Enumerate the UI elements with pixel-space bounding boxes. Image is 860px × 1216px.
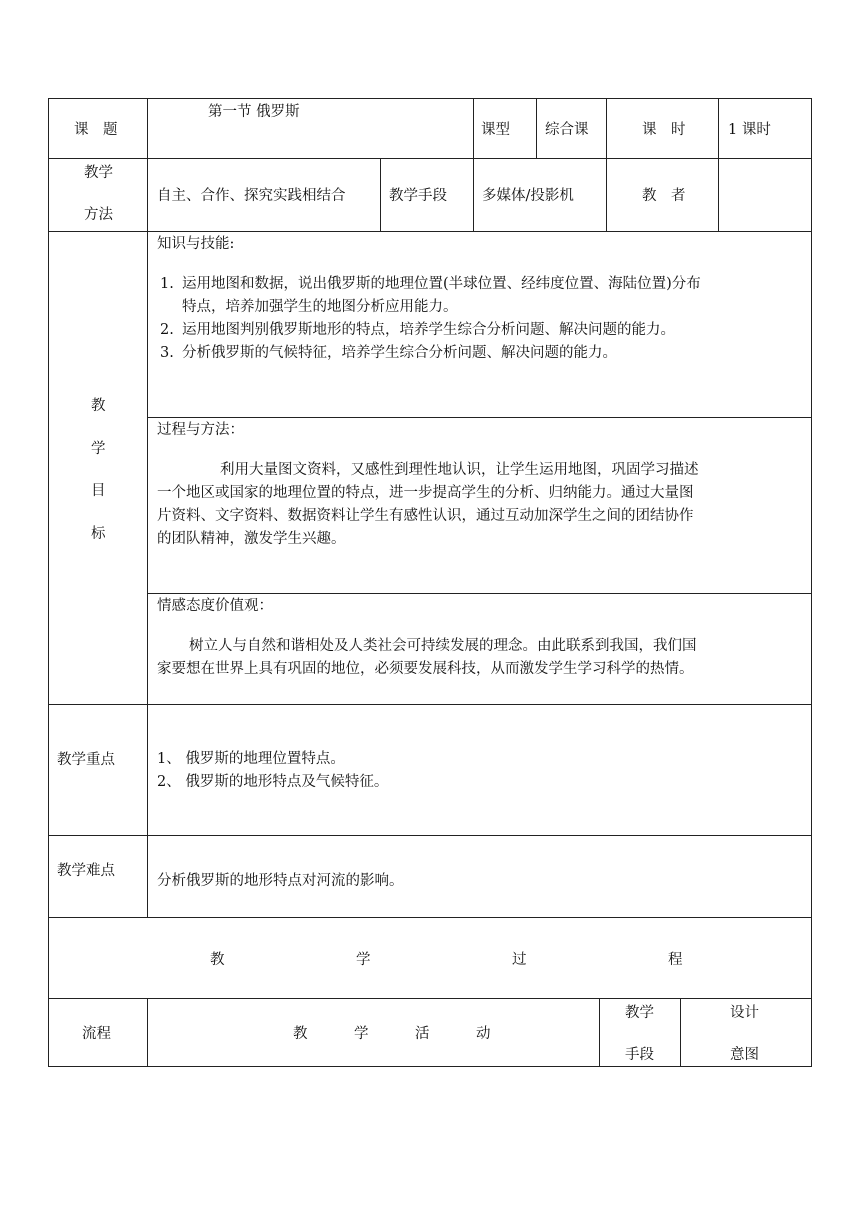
- activity-char: 教: [293, 1026, 308, 1042]
- table-border-bottom: [48, 1066, 812, 1067]
- col-divider: [473, 158, 474, 231]
- activity-char: 学: [354, 1026, 369, 1042]
- table-border-left: [48, 98, 49, 1067]
- process-title-char: 过: [512, 952, 527, 968]
- row-divider: [48, 231, 812, 232]
- means-header-line2: 手段: [625, 1047, 654, 1063]
- process-text-line: 片资料、文字资料、数据资料让学生有感性认识，通过互动加深学生之间的团结协作: [157, 508, 694, 524]
- col-divider: [473, 98, 474, 158]
- col-divider: [606, 98, 607, 158]
- flow-label: 流程: [82, 1026, 111, 1042]
- activity-char: 活: [415, 1026, 430, 1042]
- method-label-line2: 方法: [84, 207, 113, 223]
- table-border-right: [811, 98, 812, 1067]
- row-divider: [48, 917, 812, 918]
- topic-label: 课 题: [74, 122, 118, 138]
- lesson-type-value: 综合课: [545, 122, 589, 138]
- key-points-label: 教学重点: [57, 752, 115, 768]
- means-header-line1: 教学: [625, 1005, 654, 1021]
- col-divider: [536, 98, 537, 158]
- topic-value: 第一节 俄罗斯: [208, 104, 300, 120]
- knowledge-item-text: 分析俄罗斯的气候特征，培养学生综合分析问题、解决问题的能力。: [182, 345, 617, 361]
- process-text-line: 的团队精神，激发学生兴趣。: [157, 531, 346, 547]
- period-label: 课 时: [642, 122, 686, 138]
- teacher-label: 教 者: [642, 188, 686, 204]
- objectives-label-char: 学: [91, 441, 106, 457]
- method-value: 自主、合作、探究实践相结合: [157, 188, 346, 204]
- teaching-means-label: 教学手段: [389, 188, 447, 204]
- lesson-type-label: 课型: [481, 122, 510, 138]
- key-point-item: 1、 俄罗斯的地理位置特点。: [157, 751, 345, 767]
- process-text-line: 一个地区或国家的地理位置的特点，进一步提高学生的分析、归纳能力。通过大量图: [157, 485, 694, 501]
- design-intent-line2: 意图: [730, 1047, 759, 1063]
- process-title-char: 教: [210, 952, 225, 968]
- emotion-text-line: 家要想在世界上具有巩固的地位，必须要发展科技，从而激发学生学习科学的热情。: [157, 661, 694, 677]
- row-divider: [48, 998, 812, 999]
- knowledge-item-number: 2.: [160, 322, 174, 338]
- period-value: 1 课时: [728, 122, 771, 138]
- col-divider: [718, 158, 719, 231]
- process-heading: 过程与方法：: [157, 422, 244, 438]
- col-divider: [147, 98, 148, 918]
- design-intent-line1: 设计: [730, 1005, 759, 1021]
- method-label-line1: 教学: [84, 165, 113, 181]
- col-divider: [680, 998, 681, 1066]
- col-divider: [718, 98, 719, 158]
- process-text-line: 利用大量图文资料，又感性到理性地认识，让学生运用地图，巩固学习描述: [220, 462, 699, 478]
- knowledge-heading: 知识与技能:: [157, 236, 235, 252]
- teaching-means-value: 多媒体/投影机: [482, 188, 574, 204]
- process-title-char: 程: [668, 952, 683, 968]
- table-border-top: [48, 98, 812, 99]
- row-divider: [147, 593, 812, 594]
- row-divider: [48, 704, 812, 705]
- row-divider: [48, 835, 812, 836]
- objectives-label-char: 目: [91, 483, 106, 499]
- knowledge-item-text: 特点，培养加强学生的地图分析应用能力。: [182, 299, 458, 315]
- objectives-label-char: 标: [91, 526, 106, 542]
- knowledge-item-text: 运用地图和数据，说出俄罗斯的地理位置(半球位置、经纬度位置、海陆位置)分布: [182, 276, 701, 292]
- process-title-char: 学: [356, 952, 371, 968]
- row-divider: [147, 417, 812, 418]
- objectives-label-char: 教: [91, 398, 106, 414]
- col-divider: [606, 158, 607, 231]
- activity-char: 动: [476, 1026, 491, 1042]
- emotion-text-line: 树立人与自然和谐相处及人类社会可持续发展的理念。由此联系到我国，我们国: [189, 638, 697, 654]
- emotion-heading: 情感态度价值观：: [157, 598, 273, 614]
- difficult-points-label: 教学难点: [57, 863, 115, 879]
- col-divider: [380, 158, 381, 231]
- knowledge-item-text: 运用地图判别俄罗斯地形的特点，培养学生综合分析问题、解决问题的能力。: [182, 322, 675, 338]
- knowledge-item-number: 1.: [160, 276, 174, 292]
- col-divider: [147, 998, 148, 1066]
- key-point-item: 2、 俄罗斯的地形特点及气候特征。: [157, 774, 389, 790]
- difficult-point-text: 分析俄罗斯的地形特点对河流的影响。: [157, 873, 404, 889]
- knowledge-item-number: 3.: [160, 345, 174, 361]
- row-divider: [48, 158, 812, 159]
- col-divider: [599, 998, 600, 1066]
